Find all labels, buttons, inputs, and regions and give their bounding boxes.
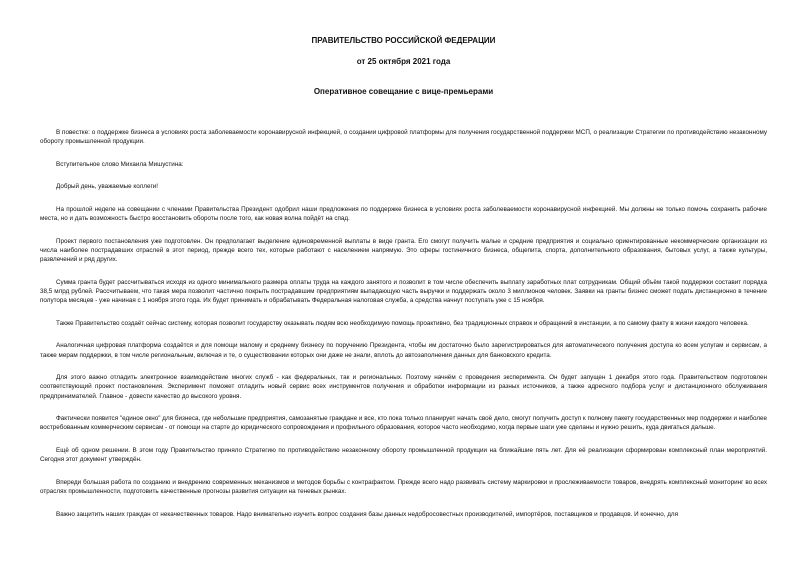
paragraph-intro-label: Вступительное слово Михаила Мишустина: xyxy=(56,160,184,168)
document-body xyxy=(40,128,767,532)
paragraph: Для этого важно отладить электронное взаимодействие многих служб - как федеральных, так и региональных. Поэтому начнём с проведения эксперимента. Он будет запущен 1 декабря этого года. Правительством подготовлен соответствующий проект постановления. Эксперимент поможет отладить новый сервис всех инструментов получения и обработки информации из разных источников, а также адресного подбора услуг и дистанционного обслуживания предпринимателей. Главное - довести качество до высокого уровня. xyxy=(40,374,767,400)
paragraph: Фактически появится "единое окно" для бизнеса, где небольшие предприятия, самозанятые граждане и все, кто пока только планирует начать своё дело, смогут получить доступ к полному пакету государственных мер поддержки и наиболее востребованным коммерческим сервисам - от помощи на старте до юридического сопровождения и профильного образования, которое часто необходимо, когда первые шаги уже сделаны и нужно решить, куда двигаться дальше. xyxy=(40,415,767,432)
government-heading: ПРАВИТЕЛЬСТВО РОССИЙСКОЙ ФЕДЕРАЦИИ xyxy=(311,36,496,45)
paragraph: Сумма гранта будет рассчитываться исходя из одного минимального размера оплаты труда на каждого занятого и позволит в том числе обеспечить выплату заработных плат сотрудникам. Общий объём такой поддержки составит порядка 38,5 млрд рублей. Рассчитываем, что такая мера позволит частично покрыть пострадавшим предприятиям выпадающую часть выручки и поддержать около 3 миллионов человек. Заявки на гранты бизнес сможет подать дистанционно в течение полутора месяцев - уже начиная с 1 ноября этого года. Их будет принимать и обрабатывать Федеральная налоговая служба, а средства начнут поступать уже с 15 ноября. xyxy=(40,278,767,305)
paragraph: На прошлой неделе на совещании с членами Правительства Президент одобрил наши предложения по поддержке бизнеса в условиях роста заболеваемости коронавирусной инфекцией. Мы должны не только помочь сохранить рабочие места, но и дать возможность быстро восстановить обороты после того, как новая волна пойдёт на спад. xyxy=(40,205,767,223)
paragraph: Аналогичная цифровая платформа создаётся и для помощи малому и среднему бизнесу по поручению Президента, чтобы им достаточно было зарегистрироваться для автоматического получения доступа ко всем услугам и сервисам, а также мерам поддержки, в том числе региональным, включая и те, о существовании которых они даже не знали, вплоть до автозаполнения данных для банковского кредита. xyxy=(40,342,767,359)
paragraph: Проект первого постановления уже подготовлен. Он предполагает выделение единовременной выплаты в виде гранта. Его смогут получить малые и средние предприятия и социально ориентированные некоммерческие организации из числа наиболее пострадавших отраслей в этот период, прежде всего тех, которые работают с населением напрямую. Это сферы гостиничного бизнеса, общепита, спорта, дополнительного образования, бытовых услуг, а также культуры, развлечений и ряд других. xyxy=(40,237,767,264)
document-date: от 25 октября 2021 года xyxy=(356,57,451,66)
meeting-title: Оперативное совещание с вице-премьерами xyxy=(313,87,494,96)
paragraph: Ещё об одном решении. В этом году Правительство приняло Стратегию по противодействию незаконному обороту промышленной продукции на ближайшие пять лет. Для её реализации сформирован комплексный план мероприятий. Сегодня этот документ утверждён. xyxy=(40,446,767,464)
paragraph-greeting: Добрый день, уважаемые коллеги! xyxy=(56,183,159,191)
paragraph: Важно защитить наших граждан от некачественных товаров. Надо внимательно изучить вопрос создания базы данных недобросовестных производителей, импортёров, поставщиков и продавцов. И конечно, для xyxy=(56,510,679,518)
paragraph: Впереди большая работа по созданию и внедрению современных механизмов и методов борьбы с контрафактом. Прежде всего надо развивать систему маркировки и прослеживаемости товаров, внедрять комплексный мониторинг во всех отраслях промышленности, подготовить качественные прогнозы развития ситуации на теневых рынках. xyxy=(40,478,767,495)
paragraph-agenda: В повестке: о поддержке бизнеса в условиях роста заболеваемости коронавирусной инфекцией, о создании цифровой платформы для получения государственной поддержки МСП, о реализации Стратегии по противодействию незаконному обороту промышленной продукции. xyxy=(40,129,767,146)
paragraph: Также Правительство создаёт сейчас систему, которая позволит государству оказывать людям всю необходимую помощь проактивно, без традиционных справок и обращений в инстанции, а по самому факту в жизни каждого человека. xyxy=(56,319,749,327)
